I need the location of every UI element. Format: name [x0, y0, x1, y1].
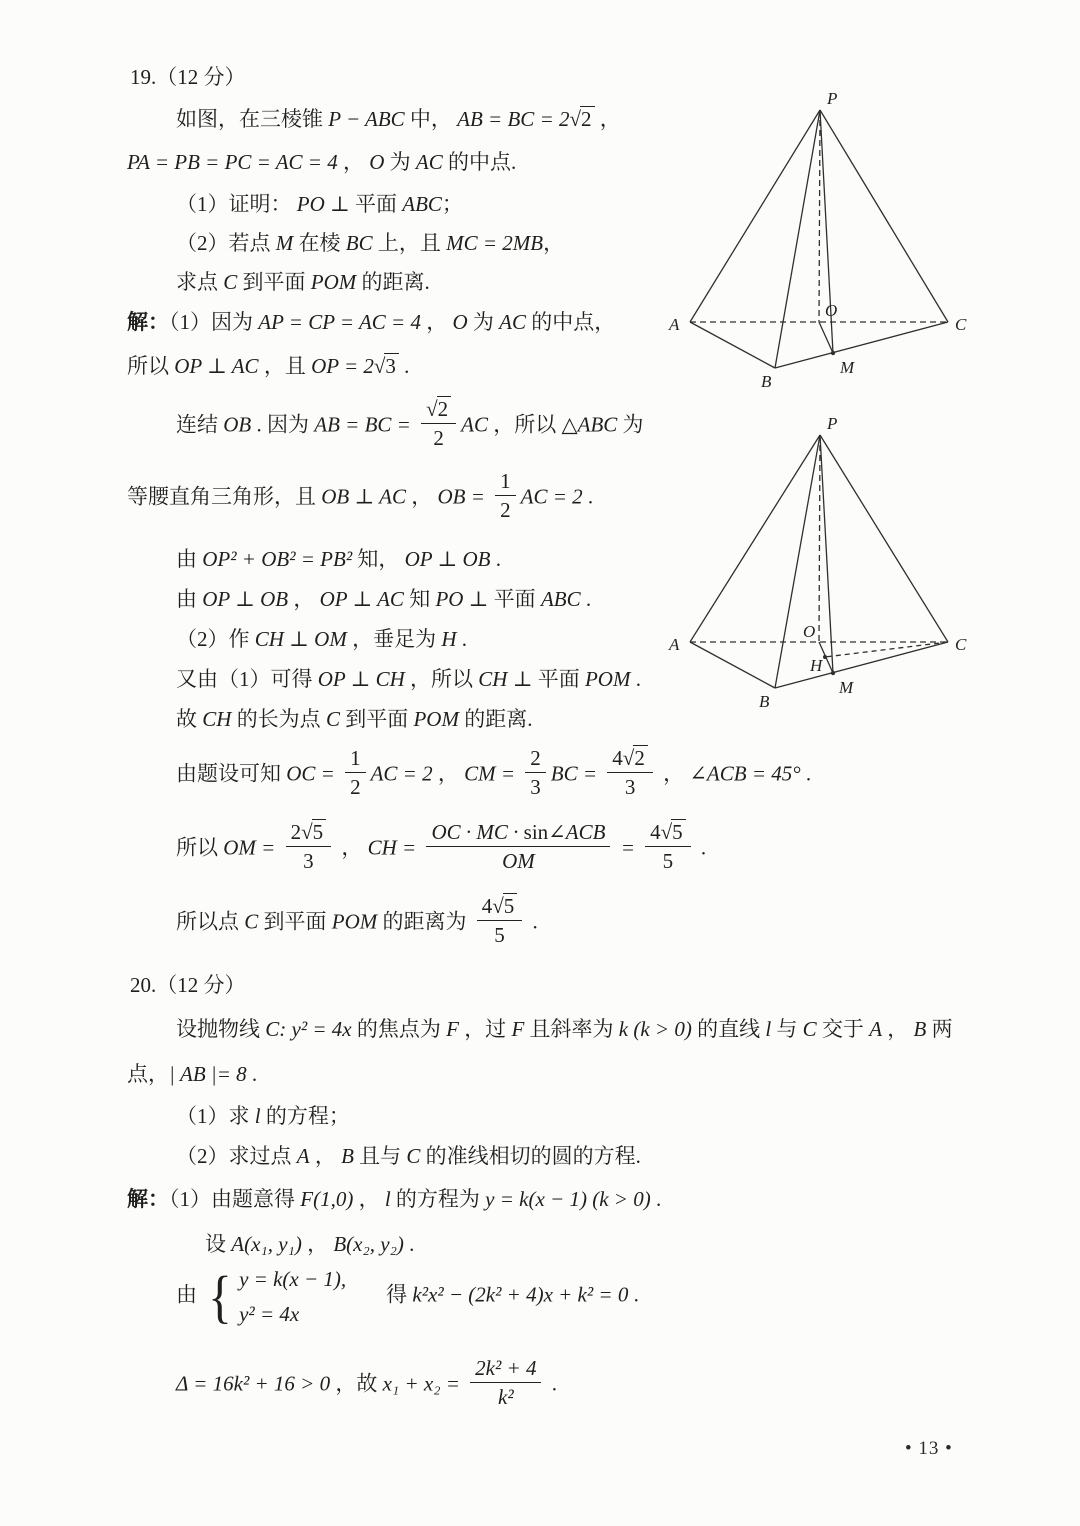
math-run: AC = 2 — [370, 761, 433, 786]
text-run: ， — [432, 761, 465, 786]
text-run: 又由（1）可得 — [176, 667, 318, 691]
math-run: B(x₂, y₂) — [333, 1232, 404, 1256]
q20-stem-2 — [127, 1059, 257, 1089]
math-run: A — [869, 1017, 883, 1041]
math-run: A — [296, 1144, 310, 1168]
q19-stem-1 — [176, 104, 621, 134]
math-run: PO ⊥ — [435, 587, 494, 611]
q19-sol-1 — [127, 307, 615, 337]
q19-sol-6 — [176, 584, 591, 614]
text-run: 所以 — [127, 354, 175, 378]
square-root: √2 — [623, 745, 648, 770]
text-run: . — [695, 835, 707, 860]
math-run: C — [325, 707, 340, 731]
text-run: . — [650, 1187, 662, 1211]
q19-part1 — [176, 189, 463, 219]
math-run: ABC — [540, 587, 581, 611]
math-run: OB = — [437, 484, 491, 509]
math-run: OP ⊥ CH — [317, 667, 405, 691]
text-run: 的准线相切的圆的方程. — [420, 1144, 641, 1168]
q19-number — [130, 62, 246, 92]
text-run: 知 — [403, 587, 436, 611]
q20-sol-4 — [176, 1358, 557, 1414]
text-run: ， — [594, 107, 621, 131]
q19-sol-3 — [176, 399, 644, 455]
edge-CH-dashed — [825, 642, 948, 657]
text-run: ， — [657, 761, 690, 786]
edge-PB — [775, 110, 820, 368]
q19-part2 — [176, 228, 564, 258]
text-run: 20.（12 分） — [130, 973, 246, 997]
pyramid-figure-2 — [655, 405, 985, 710]
equation-system — [206, 1263, 347, 1329]
text-run: 且斜率为 — [524, 1017, 619, 1041]
math-run: F — [446, 1017, 459, 1041]
math-run: CH ⊥ OM — [254, 627, 347, 651]
text-run: （2）若点 — [176, 231, 276, 255]
text-run: ， — [337, 150, 370, 174]
square-root: √5 — [301, 819, 326, 844]
fraction — [470, 1355, 541, 1411]
math-run: AB = BC = 2 — [457, 107, 570, 131]
text-run: ，故 — [330, 1371, 383, 1396]
math-run: O — [452, 310, 468, 334]
figure1-label-M: M — [840, 358, 855, 377]
text-run: 的距离. — [458, 707, 533, 731]
text-run: 的焦点为 — [351, 1017, 447, 1041]
math-run: AC — [461, 412, 488, 437]
math-run: F — [511, 1017, 525, 1041]
text-run: . — [580, 587, 592, 611]
text-run: 故 — [176, 707, 203, 731]
math-run: OP ⊥ AC — [174, 354, 259, 378]
q20-sol-2 — [205, 1229, 414, 1259]
math-run: AC — [415, 150, 443, 174]
brace: { — [208, 1263, 233, 1329]
math-run: P − ABC — [328, 107, 405, 131]
math-run: B — [341, 1144, 354, 1168]
text-run: 的直线 — [691, 1017, 766, 1041]
figure2-label-B: B — [759, 692, 770, 710]
text-run: 求点 — [176, 270, 224, 294]
figure1-label-P: P — [827, 89, 838, 108]
text-run: ； — [441, 192, 463, 216]
figure2-label-H: H — [810, 656, 823, 675]
text-run: 3 — [624, 775, 636, 800]
text-run: （2）作 — [176, 627, 255, 651]
text-run: 知， — [352, 547, 405, 571]
math-run: F(1,0) — [300, 1187, 354, 1211]
math-run: C — [406, 1144, 421, 1168]
math-run: A(x₁, y₁) — [231, 1232, 302, 1256]
edge-PC — [820, 110, 948, 322]
math-run: ∠ACB — [548, 820, 606, 844]
text-run: 中， — [404, 107, 458, 131]
q19-sol-10 — [176, 748, 811, 804]
text-run: 到平面 — [237, 270, 311, 294]
edge-PA — [690, 110, 820, 322]
math-run: OP ⊥ AC — [319, 587, 404, 611]
text-run: 2 — [350, 775, 361, 800]
fraction — [607, 745, 653, 801]
text-run: 得 — [386, 1282, 413, 1307]
text-run: 设 — [205, 1232, 232, 1256]
text-run: 且与 — [353, 1144, 407, 1168]
math-run: POM — [310, 270, 357, 294]
text-run: ， — [405, 484, 438, 509]
math-run: CH — [202, 707, 232, 731]
q20-number — [130, 970, 246, 1000]
text-run: 所以 — [176, 835, 224, 860]
text-run: 的中点. — [442, 150, 517, 174]
figure2-label-A: A — [669, 635, 680, 654]
math-run: y = k(x − 1) (k > 0) — [485, 1187, 651, 1211]
math-run: y² = 4x — [239, 1302, 300, 1326]
math-run: CH = — [367, 835, 422, 860]
text-run: . — [582, 484, 594, 509]
math-run: OC · MC · — [431, 820, 524, 844]
fraction — [426, 819, 610, 875]
square-root: √2 — [426, 396, 451, 421]
text-run: 所以点 — [176, 909, 245, 934]
edge-PB — [775, 435, 820, 688]
text-run: ， — [288, 587, 320, 611]
figure2-label-P: P — [827, 414, 838, 433]
text-run: 1 — [350, 746, 361, 770]
fraction — [477, 893, 523, 949]
text-run: 上，且 — [372, 231, 447, 255]
text-run: 设抛物线 — [176, 1017, 266, 1041]
math-run: B — [913, 1017, 927, 1041]
edge-AB — [690, 322, 775, 368]
fraction — [345, 745, 366, 801]
text-run: 5 — [494, 923, 505, 948]
math-run: = — [615, 835, 641, 860]
text-run: 19.（12 分） — [130, 65, 246, 89]
text-run: ，且 — [258, 354, 312, 378]
math-run: l — [765, 1017, 772, 1041]
square-root: √5 — [661, 819, 686, 844]
edge-PC — [820, 435, 948, 642]
text-run: . — [403, 1232, 415, 1256]
math-run: y = k(x − 1), — [239, 1267, 347, 1291]
text-run: ， — [420, 310, 453, 334]
math-run: OP ⊥ OB — [404, 547, 491, 571]
text-run: . — [527, 909, 538, 934]
q19-sol-8 — [176, 664, 641, 694]
math-run: k²x² − (2k² + 4)x + k² = 0 — [412, 1282, 629, 1307]
pyramid-figure-2-svg — [655, 405, 985, 710]
text-run: . 因为 — [251, 412, 315, 437]
text-run: . — [628, 1282, 639, 1307]
text-run: （2）求过点 — [176, 1144, 297, 1168]
figure2-label-O: O — [803, 622, 816, 641]
math-run: k² — [498, 1385, 514, 1410]
math-run: l — [384, 1187, 391, 1211]
math-run: OC = — [286, 761, 341, 786]
q20-part1 — [176, 1101, 350, 1131]
math-run: 2k² + 4 — [475, 1356, 537, 1380]
figure1-label-C: C — [955, 315, 967, 334]
text-run: 解： — [127, 1187, 169, 1211]
q20-sol-3 — [176, 1263, 639, 1329]
point-M-dot — [831, 351, 835, 355]
math-run: CM = — [464, 761, 521, 786]
text-run: . — [246, 1062, 258, 1086]
edge-OM — [819, 322, 833, 353]
text-run: 由题设可知 — [176, 761, 287, 786]
q20-part2 — [176, 1141, 641, 1171]
text-run: 5 — [662, 849, 674, 874]
math-run: OB ⊥ AC — [321, 484, 406, 509]
text-run: ，过 — [458, 1017, 512, 1041]
q19-sol-7 — [176, 624, 467, 654]
fraction — [421, 396, 456, 452]
math-run: Δ = 16k² + 16 > 0 — [176, 1371, 331, 1396]
text-run: . — [800, 761, 812, 786]
text-run: 为 — [384, 150, 416, 174]
text-run: （1）因为 — [169, 310, 259, 334]
text-run: 平面 — [537, 667, 585, 691]
edge-PM — [820, 435, 833, 673]
text-run: （1）证明： — [176, 192, 297, 216]
text-run: 平面 — [493, 587, 541, 611]
text-run: 交于 — [816, 1017, 870, 1041]
text-run: 的方程为 — [390, 1187, 486, 1211]
text-run: 2 — [500, 498, 511, 523]
q20-stem-1 — [176, 1014, 953, 1044]
text-run: 两 — [926, 1017, 953, 1041]
math-run: OP ⊥ OB — [202, 587, 289, 611]
math-run: OM = — [223, 835, 281, 860]
square-root: √5 — [492, 893, 517, 918]
q19-sol-12 — [176, 896, 538, 952]
q19-sol-5 — [176, 544, 501, 574]
point-H-dot — [823, 655, 827, 659]
text-run: 4 — [650, 820, 661, 844]
text-run: ，垂足为 — [346, 627, 442, 651]
text-run: 到平面 — [339, 707, 414, 731]
text-run: 解： — [127, 310, 169, 334]
text-run: 4 — [612, 746, 623, 770]
text-run: sin — [523, 820, 549, 844]
text-run: ， — [543, 231, 565, 255]
text-run: 与 — [771, 1017, 803, 1041]
math-run: MC = 2MB — [446, 231, 544, 255]
edge-BC — [775, 642, 948, 688]
text-run: ， — [882, 1017, 914, 1041]
math-run: x₁ + x₂ = — [382, 1371, 466, 1396]
q19-sol-2 — [127, 351, 409, 381]
text-run: . — [490, 547, 501, 571]
page-number: • 13 • — [905, 1438, 953, 1459]
text-run: 3 — [303, 849, 314, 874]
text-run: ， — [301, 1232, 334, 1256]
math-run: AP = CP = AC = 4 — [258, 310, 421, 334]
square-root: √3 — [374, 353, 399, 378]
text-run: 3 — [530, 775, 541, 800]
pyramid-figure-1-svg — [655, 80, 985, 390]
fraction — [286, 819, 332, 875]
system-row — [239, 1266, 346, 1292]
text-run: ， — [309, 1144, 342, 1168]
q19-stem-2 — [127, 147, 516, 177]
math-run: BC = — [550, 761, 603, 786]
figure1-label-O: O — [825, 301, 838, 320]
text-run: . — [546, 1371, 557, 1396]
text-run: 2 — [290, 820, 302, 844]
figure2-label-C: C — [955, 635, 967, 654]
q19-part2b — [176, 267, 430, 297]
q20-sol-1 — [127, 1184, 661, 1214]
text-run: （1）求 — [176, 1104, 255, 1128]
math-run: POM — [331, 909, 378, 934]
text-run: 连结 — [176, 412, 224, 437]
text-run: 在棱 — [293, 231, 346, 255]
edge-BC — [775, 322, 948, 368]
math-run: k (k > 0) — [618, 1017, 692, 1041]
text-run: ， — [336, 835, 368, 860]
text-run: 为 — [467, 310, 500, 334]
text-run: ， — [353, 1187, 385, 1211]
text-run: ，所以 — [487, 412, 562, 437]
math-run: AB = BC = — [314, 412, 417, 437]
math-run: C — [802, 1017, 817, 1041]
math-run: OB — [223, 412, 252, 437]
math-run: △ABC — [561, 412, 618, 437]
square-root: √2 — [570, 106, 595, 131]
math-run: ∠ACB = 45° — [689, 761, 801, 786]
figure1-label-B: B — [761, 372, 772, 390]
pyramid-figure-1 — [655, 80, 985, 390]
edge-PO-dashed — [819, 435, 820, 642]
text-run: 等腰直角三角形，且 — [127, 484, 322, 509]
text-run: 2 — [530, 746, 541, 770]
math-run: OP = 2 — [311, 354, 374, 378]
text-run: 1 — [500, 469, 511, 493]
math-run: M — [275, 231, 294, 255]
math-run: l — [254, 1104, 261, 1128]
math-run: OP² + OB² = PB² — [202, 547, 353, 571]
text-run: 的方程； — [260, 1104, 350, 1128]
text-run: 的中点， — [525, 310, 616, 334]
text-run: 4 — [481, 894, 493, 918]
q19-sol-9 — [176, 704, 532, 734]
q19-sol-11 — [176, 822, 706, 878]
math-run: H — [441, 627, 457, 651]
math-run: | AB |= 8 — [169, 1062, 247, 1086]
text-run: 的距离为 — [377, 909, 472, 934]
text-run: 由 — [176, 547, 203, 571]
math-run: POM — [584, 667, 631, 691]
text-run: 平面 — [355, 192, 403, 216]
edge-AB — [690, 642, 775, 688]
math-run: C — [223, 270, 238, 294]
math-run: OM — [502, 849, 535, 874]
text-run: 为 — [617, 412, 644, 437]
text-run: 到平面 — [258, 909, 332, 934]
math-run: AC — [499, 310, 526, 334]
edge-PA — [690, 435, 820, 642]
math-run: CH ⊥ — [478, 667, 538, 691]
math-run: ABC — [402, 192, 442, 216]
text-run: 如图，在三棱锥 — [176, 107, 329, 131]
system-row — [239, 1301, 346, 1327]
point-M-dot — [831, 671, 835, 675]
text-run: 的长为点 — [231, 707, 326, 731]
math-run: AC = 2 — [520, 484, 583, 509]
figure1-label-A: A — [669, 315, 680, 334]
text-run: 2 — [433, 426, 444, 451]
math-run: POM — [413, 707, 459, 731]
math-run: PO ⊥ — [296, 192, 355, 216]
math-run: C: y² = 4x — [265, 1017, 352, 1041]
math-run: C — [244, 909, 259, 934]
text-run: ，所以 — [404, 667, 479, 691]
text-run: . — [456, 627, 468, 651]
edge-PO-dashed — [819, 110, 820, 322]
fraction — [495, 468, 516, 524]
math-run: BC — [345, 231, 373, 255]
fraction — [525, 745, 546, 801]
text-run: 由 — [176, 1282, 203, 1307]
text-run: . — [398, 354, 410, 378]
text-run: 由 — [176, 587, 203, 611]
figure2-label-M: M — [839, 678, 854, 697]
text-run: （1）由题意得 — [169, 1187, 301, 1211]
text-run: . — [630, 667, 641, 691]
fraction — [645, 819, 691, 875]
text-run: 点， — [127, 1062, 169, 1086]
text-run: 的距离. — [356, 270, 430, 294]
q19-sol-4 — [127, 471, 593, 527]
math-run: PA = PB = PC = AC = 4 — [127, 150, 338, 174]
math-run: O — [369, 150, 385, 174]
